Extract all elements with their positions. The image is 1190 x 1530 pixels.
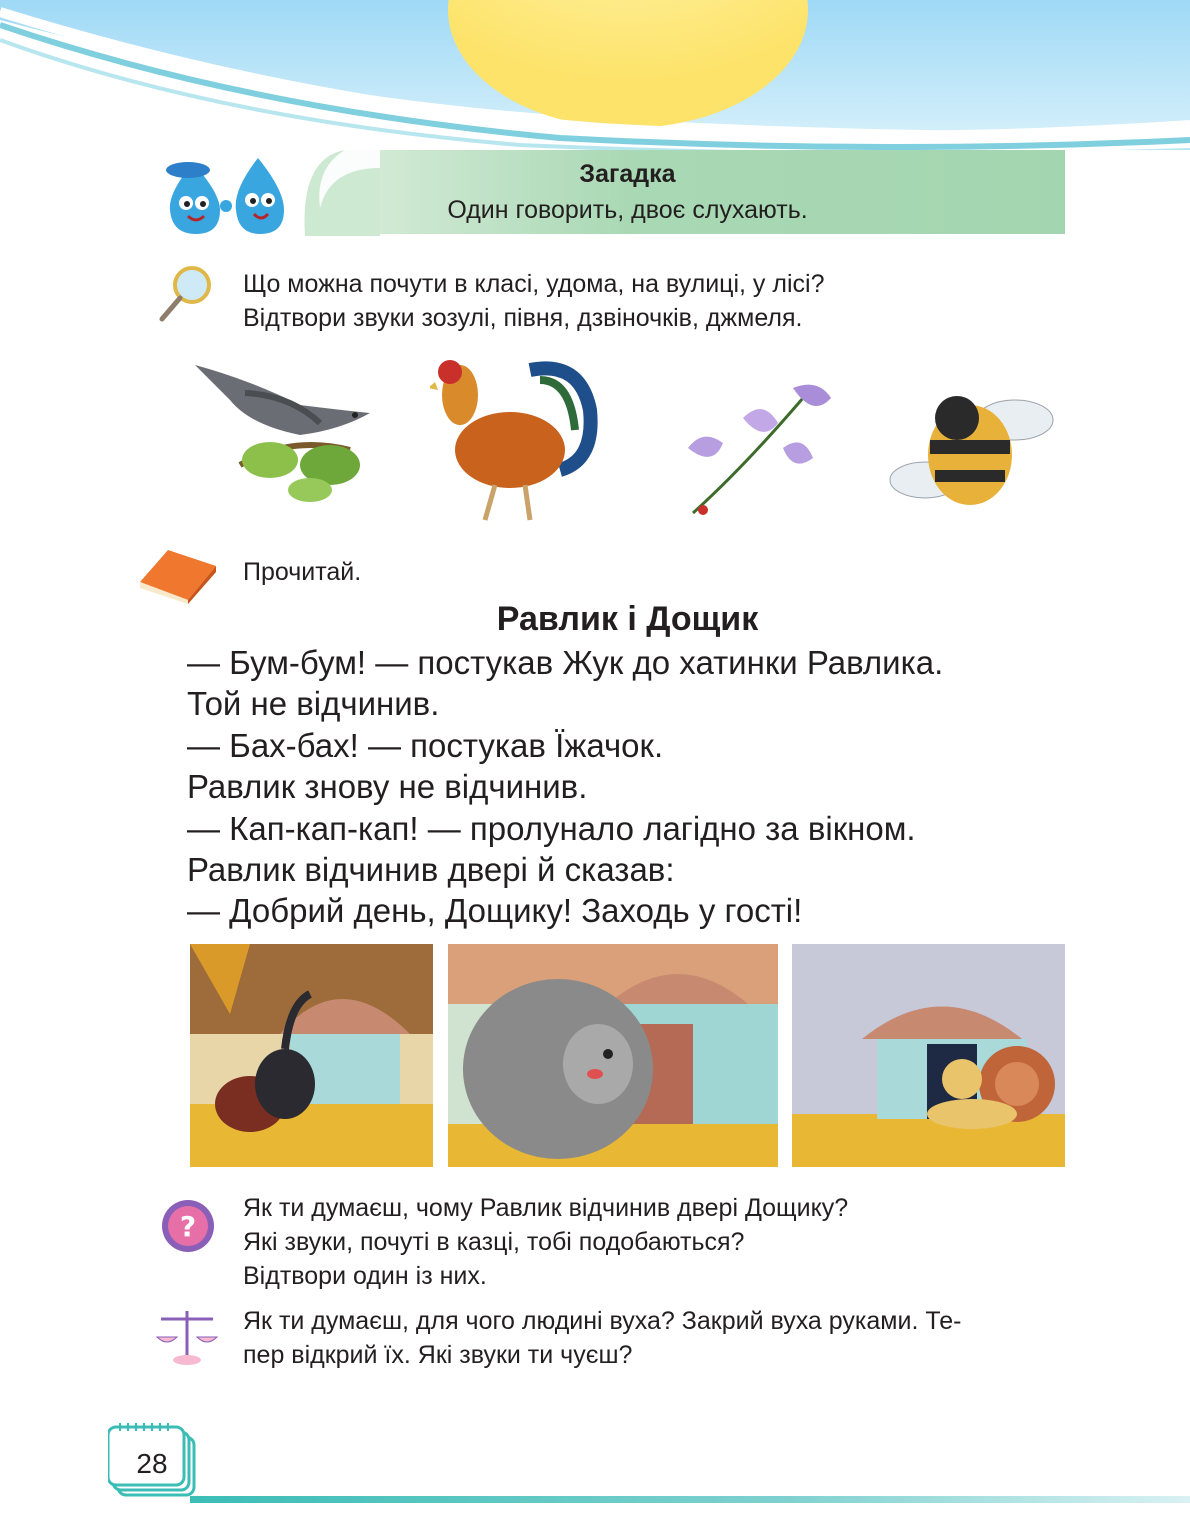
question-icon [160, 1198, 216, 1254]
task-listen-line-2: Відтвори звуки зозулі, півня, дзвіночків, джмеля. [243, 304, 803, 332]
story-title: Равлик і Дощик [496, 600, 759, 638]
task-read-label: Прочитай. [243, 558, 362, 586]
bellflowers-illustration [673, 378, 843, 518]
footer-line [190, 1496, 1190, 1503]
hedgehog-at-snail-house-illustration [448, 944, 778, 1167]
story-line-3: — Бах-бах! — постукав Їжачок. [187, 727, 664, 764]
task-think-line-1: Як ти думаєш, для чого людині вуха? Закрий вуха руками. Те- [243, 1307, 962, 1335]
book-icon [138, 548, 218, 604]
task-think-line-2: пер відкрий їх. Які звуки ти чуєш? [243, 1341, 633, 1369]
riddle-title: Загадка [579, 160, 676, 188]
story-line-7: — Добрий день, Дощику! Заходь у гості! [187, 892, 803, 929]
task-question-line-1: Як ти думаєш, чому Равлик відчинив двері Дощику? [243, 1194, 849, 1222]
header-sky-decoration [0, 0, 1190, 150]
task-listen-line-1: Що можна почути в класі, удома, на вулиці, у лісі? [243, 270, 825, 298]
cuckoo-illustration [190, 355, 380, 505]
water-drop-characters-icon [158, 148, 298, 240]
rooster-illustration [430, 350, 600, 530]
beetle-at-snail-house-illustration [190, 944, 433, 1167]
riddle-text: Один говорить, двоє слухають. [447, 196, 808, 224]
story-line-6: Равлик відчинив двері й сказав: [187, 851, 675, 888]
bumblebee-illustration [885, 380, 1055, 520]
page-number: 28 [136, 1448, 168, 1479]
task-question-line-2: Які звуки, почуті в казці, тобі подобаються? [243, 1228, 745, 1256]
magnifier-icon [158, 265, 214, 323]
task-question-line-3: Відтвори один із них. [243, 1262, 487, 1290]
snail-opens-door-illustration [792, 944, 1065, 1167]
scales-icon [155, 1305, 220, 1367]
story-line-1: — Бум-бум! — постукав Жук до хатинки Равлика. [187, 644, 944, 681]
story-line-5: — Кап-кап-кап! — пролунало лагідно за вікном. [187, 810, 916, 847]
story-line-2: Той не відчинив. [187, 685, 440, 722]
story-line-4: Равлик знову не відчинив. [187, 768, 588, 805]
svg-text:?: ? [179, 1210, 197, 1243]
